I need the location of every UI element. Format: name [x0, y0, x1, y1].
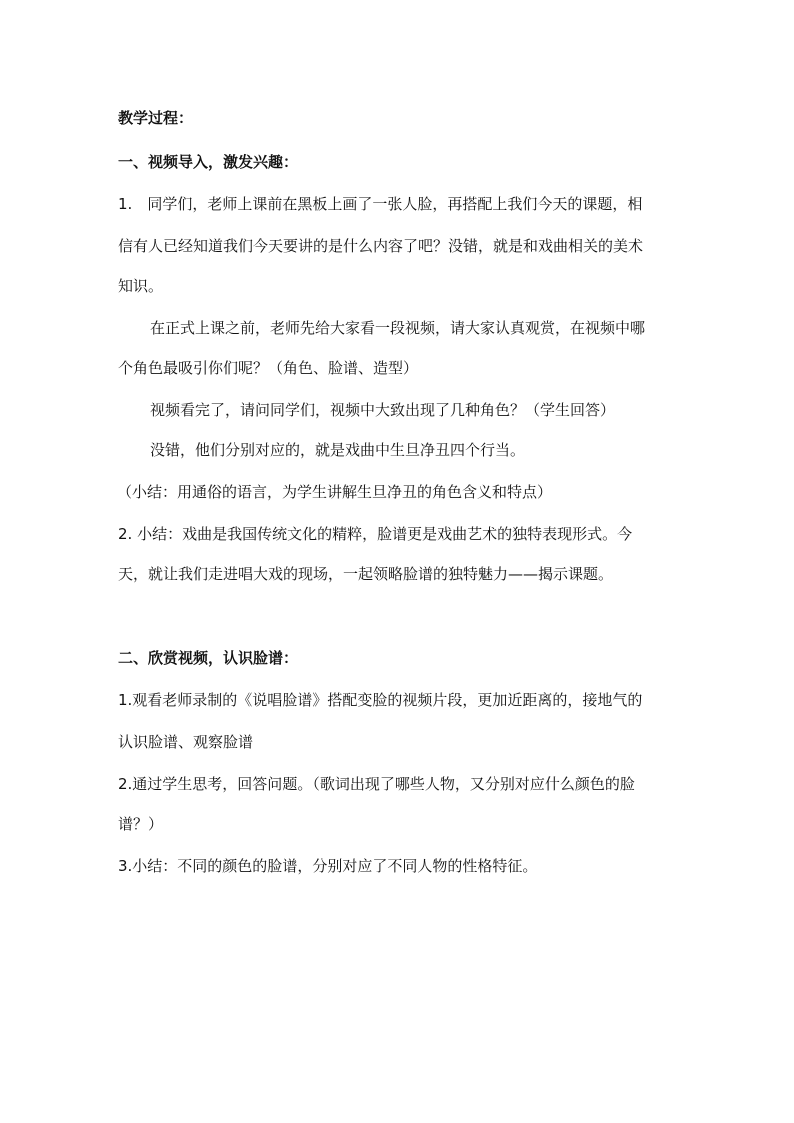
section-1-item-1-line-1: [118, 194, 678, 214]
section-1-paragraph-2-line-1: 在正式上课之前，老师先给大家看一段视频，请大家认真观赏，在视频中哪: [150, 319, 646, 337]
section-2-title: 二、欣赏视频，认识脸谱：: [118, 649, 299, 667]
section-1-item-1-line-3: 知识。: [118, 277, 164, 295]
section-2-item-3: 3.小结：不同的颜色的脸谱，分别对应了不同人物的性格特征。: [118, 857, 538, 875]
section-1-item-1-line-2: 信有人已经知道我们今天要讲的是什么内容了吧？没错，就是和戏曲相关的美术: [118, 237, 644, 255]
section-1-item-2-line-1: 2. 小结：戏曲是我国传统文化的精粹，脸谱更是戏曲艺术的独特表现形式。今: [118, 525, 633, 543]
heading-teaching-process: 教学过程：: [118, 109, 194, 127]
item-text: 同学们，老师上课前在黑板上画了一张人脸，再搭配上我们今天的课题，相: [147, 195, 643, 213]
section-2-item-1-line-1: 1.观看老师录制的《说唱脸谱》搭配变脸的视频片段，更加近距离的，接地气的: [118, 691, 643, 709]
section-1-paragraph-3: 视频看完了，请问同学们，视频中大致出现了几种角色？（学生回答）: [150, 401, 616, 419]
section-2-item-2-line-1: 2.通过学生思考，回答问题。（歌词出现了哪些人物，又分别对应什么颜色的脸: [118, 775, 635, 793]
section-2-item-2-line-2: 谱？）: [118, 815, 164, 833]
item-number: 1.: [118, 195, 133, 213]
section-2-item-1-line-2: 认识脸谱、观察脸谱: [118, 733, 254, 751]
section-1-title: 一、视频导入，激发兴趣：: [118, 153, 299, 171]
section-1-paragraph-2-line-2: 个角色最吸引你们呢？（角色、脸谱、造型）: [118, 359, 419, 377]
section-1-item-2-line-2: 天，就让我们走进唱大戏的现场，一起领略脸谱的独特魅力——揭示课题。: [118, 565, 614, 583]
section-1-summary-note: （小结：用通俗的语言，为学生讲解生旦净丑的角色含义和特点）: [117, 483, 553, 501]
section-1-paragraph-4: 没错，他们分别对应的，就是戏曲中生旦净丑四个行当。: [150, 441, 526, 459]
